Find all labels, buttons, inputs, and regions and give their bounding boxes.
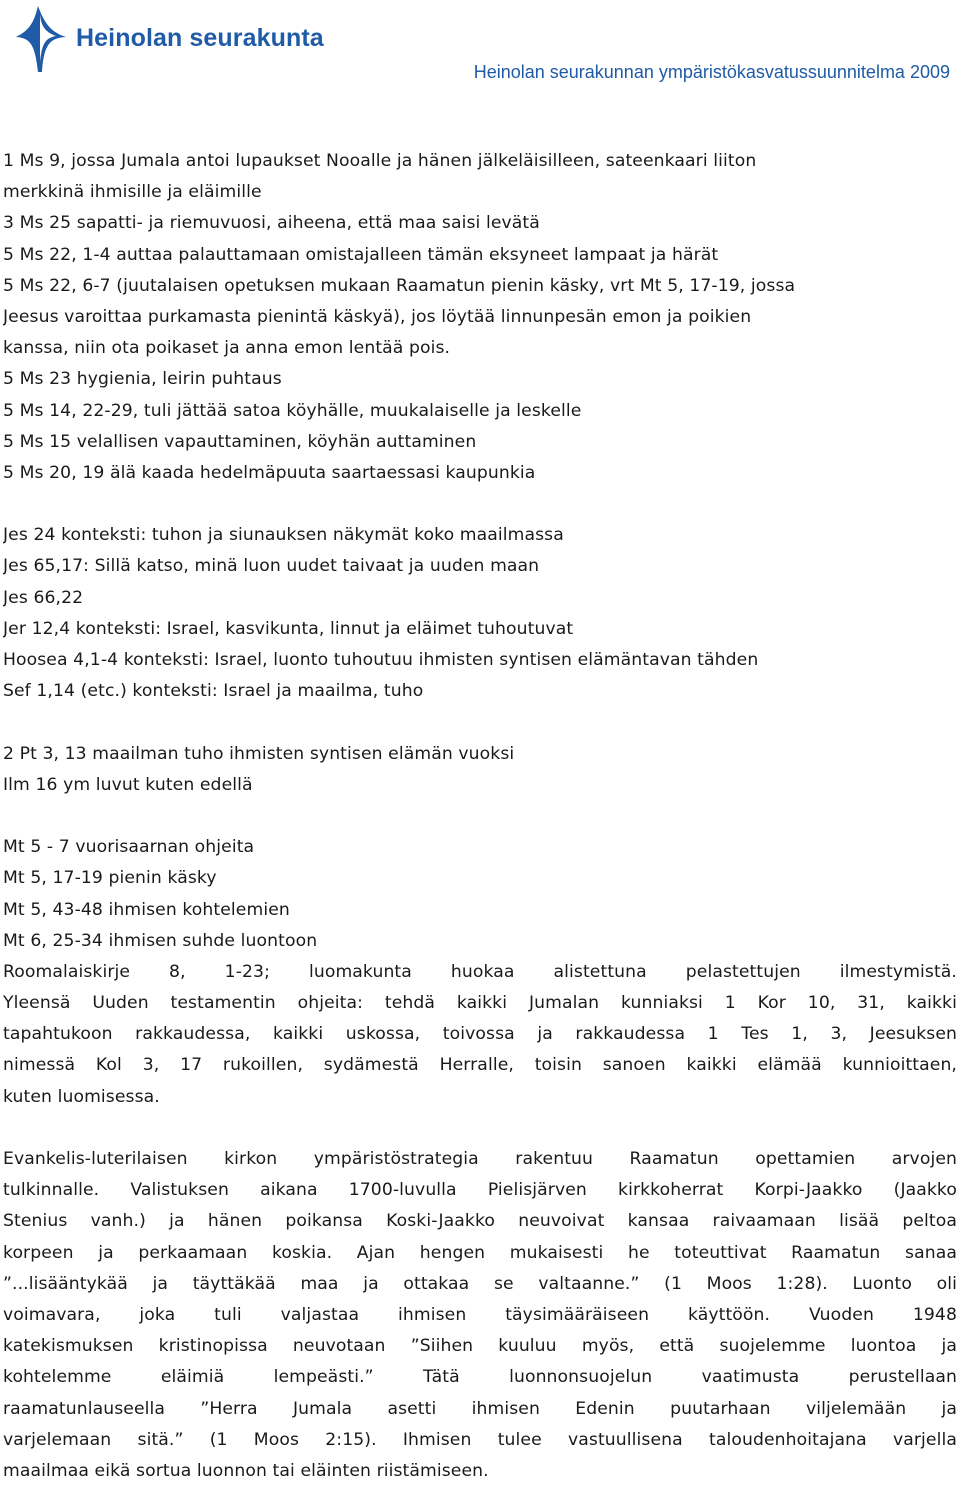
- justified-line: Roomalaiskirje 8, 1-23; luomakunta huokaa alistettuna pelastettujen ilmestymistä.: [3, 961, 957, 982]
- justified-line: Yleensä Uuden testamentin ohjeita: tehdä kaikki Jumalan kunniaksi 1 Kor 10, 31, kaikki: [3, 993, 957, 1014]
- text-line: Sef 1,14 (etc.) konteksti: Israel ja maailma, tuho: [3, 681, 424, 702]
- text-line: maailmaa eikä sortua luonnon tai eläinten riistämiseen.: [3, 1460, 489, 1481]
- text-line: kuten luomisessa.: [3, 1086, 160, 1107]
- text-line: Mt 5, 17-19 pienin käsky: [3, 868, 217, 889]
- document-title: Heinolan seurakunnan ympäristökasvatussuunnitelma 2009: [473, 62, 950, 82]
- justified-line: kohtelemme eläimiä lempeästi.” Tätä luonnonsuojelun vaatimusta perustellaan: [3, 1367, 957, 1388]
- paragraph-gap: [3, 801, 957, 832]
- justified-line: voimavara, joka tuli valjastaa ihmisen täysimääräiseen käyttöön. Vuoden 1948: [3, 1304, 957, 1325]
- justified-line: Evankelis-luterilaisen kirkon ympäristöstrategia rakentuu Raamatun opettamien arvojen: [3, 1149, 957, 1169]
- text-line: Mt 5 - 7 vuorisaarnan ohjeita: [3, 837, 255, 858]
- text-line: Mt 6, 25-34 ihmisen suhde luontoon: [3, 930, 318, 951]
- justified-line: varjelemaan sitä.” (1 Moos 2:15). Ihmisen tulee vastuullisena taloudenhoitajana varjella: [3, 1429, 957, 1450]
- document-body: [3, 146, 957, 1487]
- text-line: Hoosea 4,1-4 konteksti: Israel, luonto tuhoutuu ihmisten syntisen elämäntavan tähden: [3, 650, 759, 670]
- church-logo: [8, 4, 324, 74]
- paragraph-gap: [3, 1113, 957, 1144]
- text-line: 3 Ms 25 sapatti- ja riemuvuosi, aiheena, että maa saisi levätä: [3, 213, 540, 234]
- text-line: Mt 5, 43-48 ihmisen kohtelemien: [3, 899, 290, 920]
- text-line: 5 Ms 22, 6-7 (juutalaisen opetuksen mukaan Raamatun pienin käsky, vrt Mt 5, 17-19, jossa: [3, 275, 796, 296]
- justified-line: katekismuksen kristinopissa neuvotaan ”Siihen kuuluu myös, että suojelemme luontoa ja: [3, 1336, 957, 1357]
- text-line: 5 Ms 15 velallisen vapauttaminen, köyhän auttaminen: [3, 431, 477, 452]
- text-line: Ilm 16 ym luvut kuten edellä: [3, 774, 253, 795]
- paragraph-gap: [3, 707, 957, 738]
- text-line: Jer 12,4 konteksti: Israel, kasvikunta, linnut ja eläimet tuhoutuvat: [3, 618, 574, 639]
- text-line: 2 Pt 3, 13 maailman tuho ihmisten syntisen elämän vuoksi: [3, 743, 515, 764]
- text-line: 1 Ms 9, jossa Jumala antoi lupaukset Nooalle ja hänen jälkeläisilleen, sateenkaari liiton: [3, 151, 757, 171]
- text-line: kanssa, niin ota poikaset ja anna emon lentää pois.: [3, 338, 451, 359]
- text-line: 5 Ms 22, 1-4 auttaa palauttamaan omistajalleen tämän eksyneet lampaat ja härät: [3, 244, 719, 265]
- org-name: Heinolan seurakunta: [76, 24, 324, 52]
- text-line: Jes 65,17: Sillä katso, minä luon uudet taivaat ja uuden maan: [3, 556, 540, 577]
- text-line: 5 Ms 20, 19 älä kaada hedelmäpuuta saartaessasi kaupunkia: [3, 462, 536, 483]
- justified-line: tapahtukoon rakkaudessa, kaikki uskossa, toivossa ja rakkaudessa 1 Tes 1, 3, Jeesuksen: [3, 1024, 957, 1045]
- text-line: Jeesus varoittaa purkamasta pienintä käskyä), jos löytää linnunpesän emon ja poikien: [3, 306, 752, 327]
- text-line: 5 Ms 14, 22-29, tuli jättää satoa köyhälle, muukalaiselle ja leskelle: [3, 400, 582, 421]
- justified-line: Stenius vanh.) ja hänen poikansa Koski-Jaakko neuvoivat kansaa raivaamaan lisää peltoa: [3, 1211, 957, 1232]
- justified-line: raamatunlauseella ”Herra Jumala asetti ihmisen Edenin puutarhaan viljelemään ja: [3, 1398, 957, 1419]
- text-line: 5 Ms 23 hygienia, leirin puhtaus: [3, 369, 282, 390]
- justified-line: nimessä Kol 3, 17 rukoillen, sydämestä Herralle, toisin sanoen kaikki elämää kunnioittaen,: [3, 1055, 957, 1076]
- justified-line: tulkinnalle. Valistuksen aikana 1700-luvulla Pielisjärven kirkkoherrat Korpi-Jaakko (Jaakko: [3, 1180, 957, 1201]
- text-line: Jes 66,22: [3, 587, 84, 608]
- text-line: Jes 24 konteksti: tuhon ja siunauksen näkymät koko maailmassa: [3, 525, 564, 546]
- paragraph-gap: [3, 489, 957, 520]
- justified-line: ”...lisääntykää ja täyttäkää maa ja ottakaa se valtaanne.” (1 Moos 1:28). Luonto oli: [3, 1273, 957, 1294]
- justified-line: korpeen ja perkaamaan koskia. Ajan hengen mukaisesti he toteuttivat Raamatun sanaa: [3, 1242, 957, 1263]
- text-line: merkkinä ihmisille ja eläimille: [3, 182, 262, 203]
- church-cross-logo-icon: [8, 4, 74, 74]
